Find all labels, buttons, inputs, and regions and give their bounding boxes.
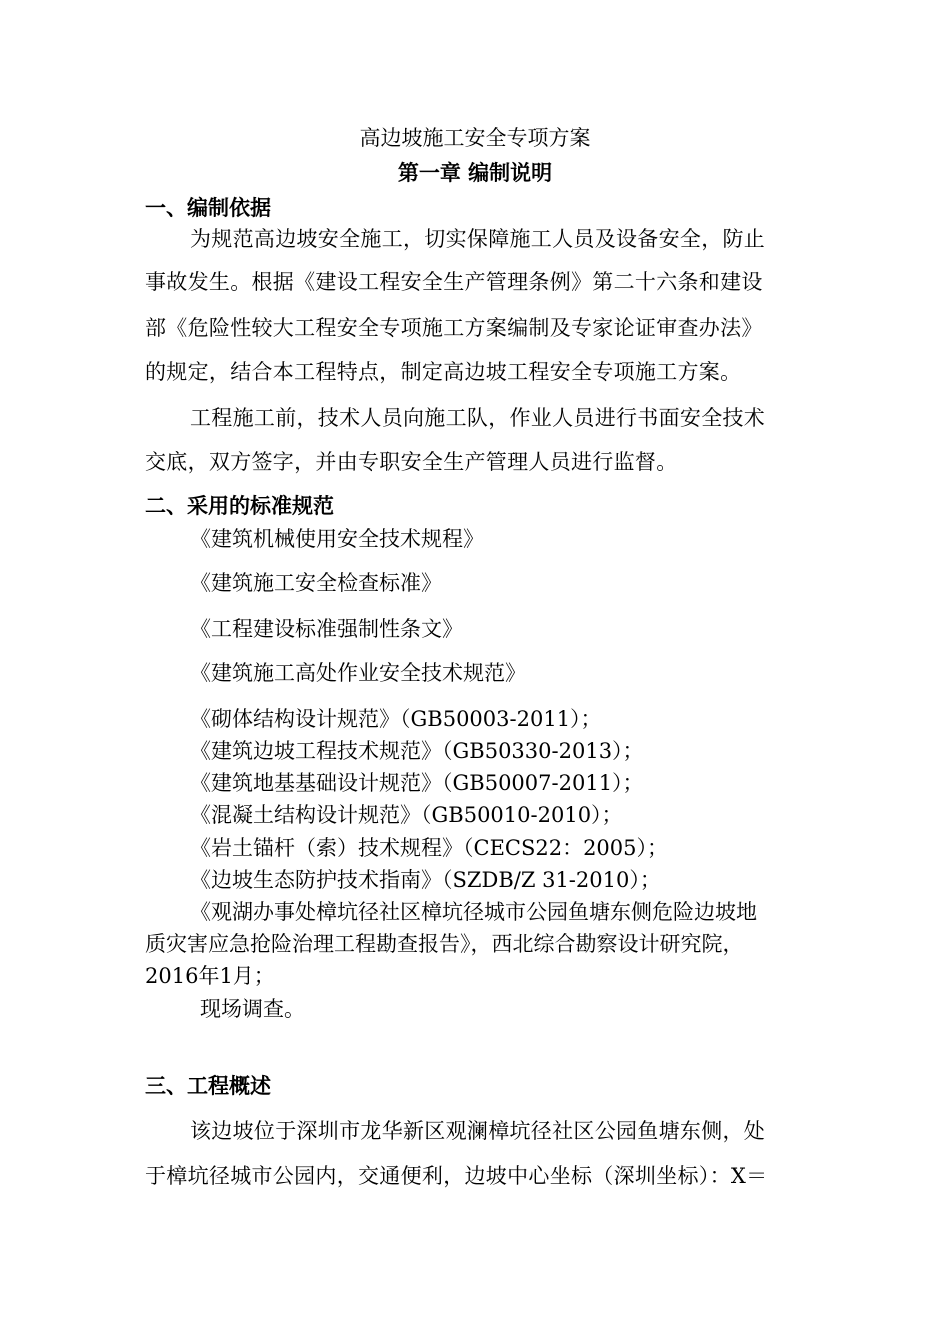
standard-ref-item: 《建筑施工高处作业安全技术规范》 — [190, 661, 526, 685]
standard-ref-item: 《混凝土结构设计规范》（GB50010-2010）； — [190, 803, 623, 827]
paragraph-line: 于樟坑径城市公园内，交通便利，边坡中心坐标（深圳坐标）：X＝ — [145, 1164, 768, 1188]
paragraph-line: 工程施工前，技术人员向施工队，作业人员进行书面安全技术 — [190, 406, 766, 430]
standard-ref-item: 《岩土锚杆（索）技术规程》（CECS22：2005）； — [190, 836, 669, 860]
document-title: 高边坡施工安全专项方案 — [359, 126, 591, 150]
standard-ref-item: 《建筑机械使用安全技术规程》 — [190, 527, 484, 551]
section-heading-standards: 二、采用的标准规范 — [145, 493, 334, 518]
standard-ref-item: 2016年1月； — [145, 964, 275, 988]
paragraph-line: 事故发生。根据《建设工程安全生产管理条例》第二十六条和建设 — [145, 270, 763, 294]
standard-ref-item: 《砌体结构设计规范》（GB50003-2011）； — [190, 707, 602, 731]
standard-ref-item: 质灾害应急抢险治理工程勘查报告》，西北综合勘察设计研究院， — [145, 932, 744, 956]
chapter-heading: 第一章 编制说明 — [397, 160, 553, 185]
section-heading-overview: 三、工程概述 — [145, 1073, 271, 1098]
paragraph-line: 为规范高边坡安全施工，切实保障施工人员及设备安全，防止 — [190, 227, 766, 251]
standard-ref-item: 《建筑边坡工程技术规范》（GB50330-2013）； — [190, 739, 644, 763]
standard-ref-item: 现场调查。 — [200, 997, 305, 1021]
paragraph-line: 交底，双方签字，并由专职安全生产管理人员进行监督。 — [145, 450, 678, 474]
standard-ref-item: 《观湖办事处樟坑径社区樟坑径城市公园鱼塘东侧危险边坡地 — [190, 900, 757, 924]
paragraph-line: 的规定，结合本工程特点，制定高边坡工程安全专项施工方案。 — [145, 360, 742, 384]
standard-ref-item: 《建筑施工安全检查标准》 — [190, 571, 442, 595]
paragraph-line: 该边坡位于深圳市龙华新区观澜樟坑径社区公园鱼塘东侧，处 — [190, 1119, 766, 1143]
standard-ref-item: 《工程建设标准强制性条文》 — [190, 617, 463, 641]
standard-ref-item: 《建筑地基基础设计规范》（GB50007-2011）； — [190, 771, 644, 795]
standard-ref-item: 《边坡生态防护技术指南》（SZDB/Z 31-2010）； — [190, 868, 661, 892]
section-heading-basis: 一、编制依据 — [145, 195, 271, 220]
paragraph-line: 部《危险性较大工程安全专项施工方案编制及专家论证审查办法》 — [145, 316, 763, 340]
